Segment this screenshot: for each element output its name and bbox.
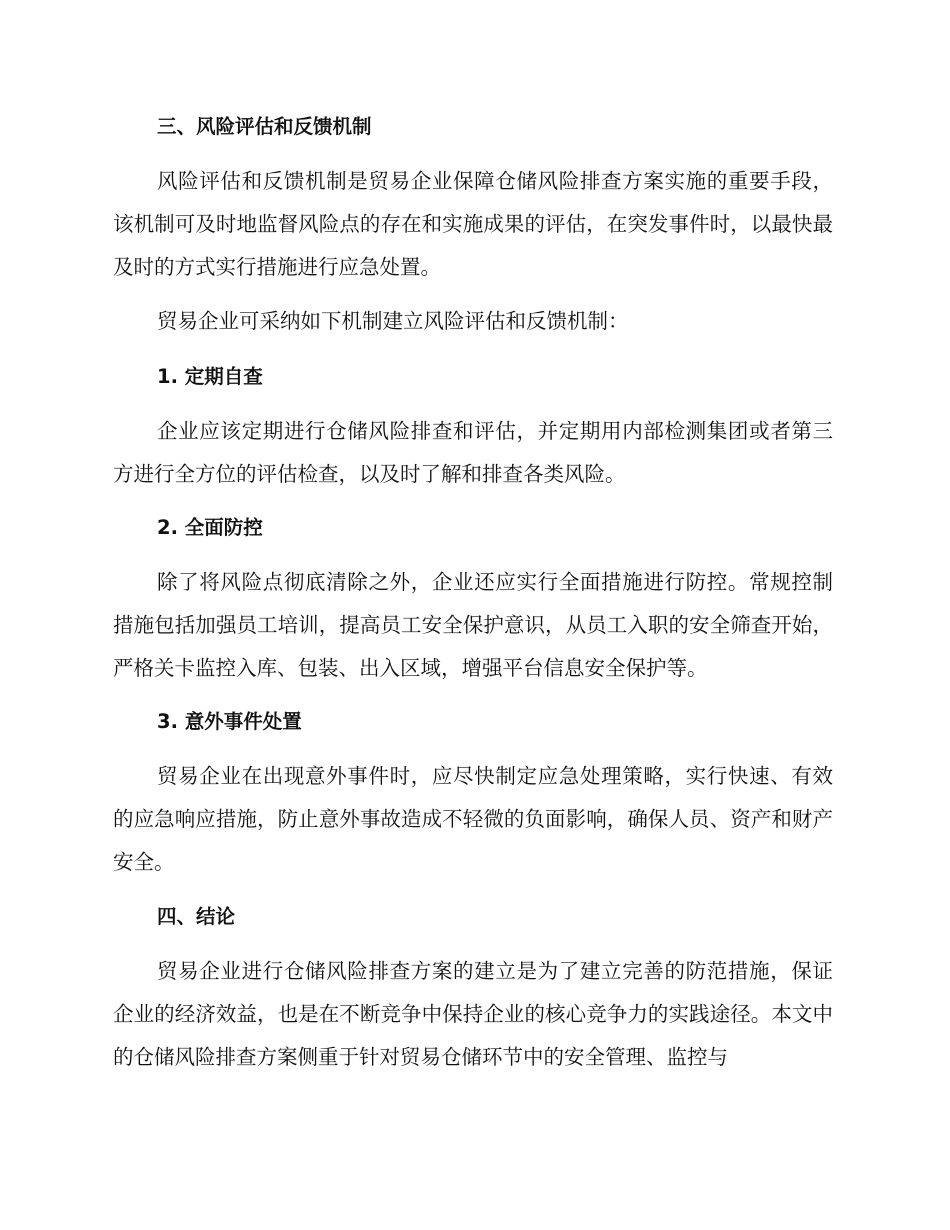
paragraph-mechanism-list-intro: 贸易企业可采纳如下机制建立风险评估和反馈机制： [157,309,629,333]
subheading-incident-handling: 3. 意外事件处置 [157,710,302,733]
section-heading-conclusion: 四、结论 [157,905,236,928]
section-heading-risk-assessment: 三、风险评估和反馈机制 [157,115,372,138]
subheading-comprehensive-control: 2. 全面防控 [157,516,263,539]
paragraph-comprehensive-control: 除了将风险点彻底清除之外，企业还应实行全面措施进行防控。常规控制措施包括加强员工培训，提高员工安全保护意识，从员工入职的安全筛查开始，严格关卡监控入库、包装、出入区域，增强平台信息安全保护等。 [113,570,833,680]
subheading-regular-self-check: 1. 定期自查 [157,365,263,388]
paragraph-regular-self-check: 企业应该定期进行仓储风险排查和评估，并定期用内部检测集团或者第三方进行全方位的评估检查，以及时了解和排查各类风险。 [113,419,833,486]
paragraph-conclusion: 贸易企业进行仓储风险排查方案的建立是为了建立完善的防范措施，保证企业的经济效益，也是在不断竞争中保持企业的核心竞争力的实践途径。本文中的仓储风险排查方案侧重于针对贸易仓储环节中的安全管理、监控与 [113,959,833,1069]
paragraph-risk-assessment-intro: 风险评估和反馈机制是贸易企业保障仓储风险排查方案实施的重要手段，该机制可及时地监督风险点的存在和实施成果的评估，在突发事件时，以最快最及时的方式实行措施进行应急处置。 [113,169,833,279]
paragraph-incident-handling: 贸易企业在出现意外事件时，应尽快制定应急处理策略，实行快速、有效的应急响应措施，防止意外事故造成不轻微的负面影响，确保人员、资产和财产安全。 [113,764,833,874]
